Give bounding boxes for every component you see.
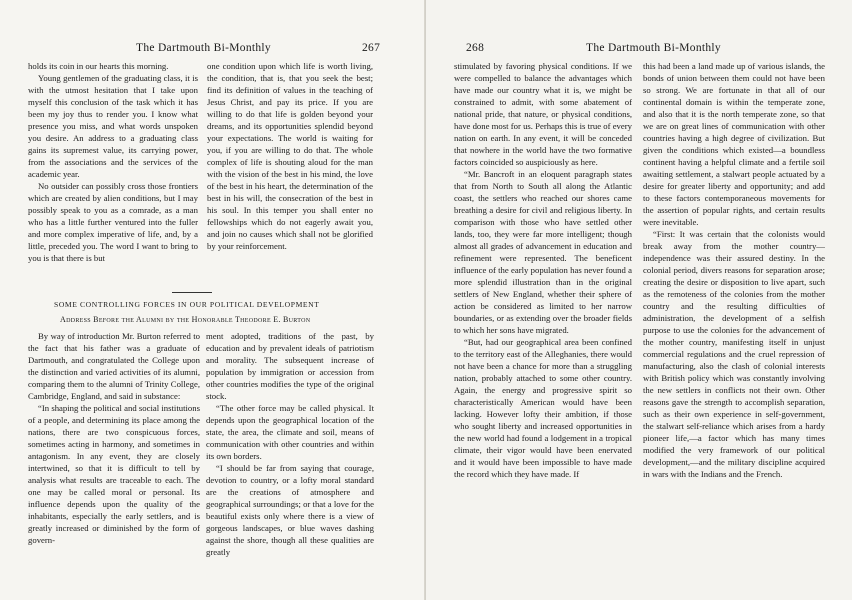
paragraph: one condition upon which life is worth living, the condition, that is, that you seek the best; find its definition of values in the teaching of Jesus Christ, and pay its price. If you are willing to do that life is golden beyond your dreams, and its opportunities splendid beyond your expectations. The world is waiting for you, if you are willing to do that. The whole complex of life is shouting aloud for the man with the vision of the best in his mind, the love of the best in his heart, the determination of the best in his will, the consecration of the best in his soul. In this temper you shall enter no fellowships which do not eagerly await you, and join no causes which shall not be glorified by your reinforcement. (207, 61, 373, 251)
left-column-3 (28, 330, 200, 582)
right-column-2 (643, 60, 825, 592)
right-running-title: The Dartmouth Bi-Monthly (586, 42, 721, 54)
paragraph: this had been a land made up of various islands, the bonds of union between them could not have been so strong. We are fortunate in that all of our continental domain is within the temperate zone, and also that it is the north temperate zone, so that we are on great lines of communication with other countries having a high degree of civilization. But given the conditions which existed—a boundless continent having a helpful climate and a fertile soil awaiting settlement, a stalwart people actuated by a desire for greater liberty and opportunity; and add to these factors contemporaneous movements for the assertion of popular rights, and certain results were inevitable. (643, 61, 825, 227)
left-running-title: The Dartmouth Bi-Monthly (136, 42, 271, 54)
paragraph: “First: It was certain that the colonists would break away from the mother country—independence was their assured destiny. In the colonial period, divers reasons for separation arose; creating the desire or disposition to live apart, such as the remoteness of the colonies from the mother country and the resulting difficulties of administration, the development of a selfish purpose to use the colonies for the advancement of the mother country, manifesting itself in unjust commercial regulations and the cruel repression of manufacturing, also the clash of colonial interests with British policy which was constantly involving the new settlers in conflicts not their own. Other reasons gave the strength to accomplish separation, such as their own experience in self-government, the stalwart self-reliance which arises from a hardy pioneer life,—a factor which has many times modified the very framework of our political development,—and the military discipline acquired in wars with the Indians and the French. (643, 229, 825, 479)
paragraph: “The other force may be called physical. It depends upon the geographical location of the state, the area, the climate and soil, means of communication with other countries and within its own borders. (206, 403, 374, 461)
paragraph: stimulated by favoring physical conditions. If we were compelled to balance the advantages which have made our country what it is, we might be constrained to admit, with some abatement of national pride, that nature, or physical conditions, have done most for us. Perhaps this is true of every nation on earth. In any event, it will be conceded that nowhere in the world have the two formative factors coincided so auspiciously as here. (454, 61, 632, 167)
paragraph: ment adopted, traditions of the past, by education and by prevalent ideals of patriotism and morality. The subsequent increase of population by immigration or accession from other countries modifies the type of the original stock. (206, 331, 374, 401)
paragraph: No outsider can possibly cross those frontiers which are created by alien conditions, but I may possibly speak to you as a comrade, as a man who has a little further ventured into the fuller and more complex imperative of life, and, by a little, preceded you. The word I want to bring to you is that there is but (28, 181, 198, 263)
section-subtitle: Address Before the Alumni by the Honorable Theodore E. Burton (60, 315, 311, 324)
paragraph: By way of introduction Mr. Burton referred to the fact that his father was a graduate of Dartmouth, and congratulated the College upon the distinction and varied activities of its alumni, comparing them to the alumni of Trinity College, Cambridge, England, and said in substance: (28, 331, 200, 401)
left-page-number: 267 (362, 42, 381, 54)
right-page-number: 268 (466, 42, 485, 54)
paragraph: Young gentlemen of the graduating class, it is with the utmost hesitation that I take upon myself this conclusion of the task which it has been my joy thus to render you. I know what presence you miss, and what words unspoken you desire. An address to a graduating class gains its supremest value, its carrying power, from the associations and the services of the academic year. (28, 73, 198, 179)
paragraph: “I should be far from saying that courage, devotion to country, or a lofty moral standard are the creations of atmosphere and geographical surroundings; or that a love for the beautiful exists only where there is a view of gorgeous landscapes, or blue waves dashing against the shore, though all these qualities are greatly (206, 463, 374, 557)
left-column-2 (207, 60, 373, 292)
section-title: SOME CONTROLLING FORCES IN OUR POLITICAL DEVELOPMENT (54, 300, 320, 309)
left-column-4 (206, 330, 374, 582)
section-divider (172, 292, 212, 293)
paragraph: “But, had our geographical area been confined to the territory east of the Alleghanies, there would not have been a chance for more than a struggling nation, probably attached to some other country. Again, the energy and progressive spirit so characteristically American would have been lacking. However lofty their ambition, if those who sought liberty and increased opportunities in the new world had found a lodgement in a tropical climate, their vigor would have been enervated and it would have been impossible to have made the record which they have made. If (454, 337, 632, 479)
paragraph: “In shaping the political and social institutions of a people, and determining its place among the nations, there are two conspicuous forces, sometimes acting in harmony, and sometimes in antagonism. In any event, they are closely intertwined, so that it is difficult to tell by analysis what results are traceable to each. The one may be called moral or personal. Its influence depends upon the quality of the inhabitants, especially the early settlers, and is greatly increased or diminished by the form of govern- (28, 403, 200, 545)
left-column-1 (28, 60, 198, 292)
right-column-1 (454, 60, 632, 592)
right-page (426, 0, 852, 600)
paragraph: holds its coin in our hearts this morning. (28, 61, 169, 71)
paragraph: “Mr. Bancroft in an eloquent paragraph states that from North to South all along the Atlantic coast, the settlers who reached our shores came breathing a desire for civil and religious liberty. In comparison with those who have settled other lands, too, they were far more intelligent; though almost all grades of advancement in education and refinement were represented. The beneficent influence of the early population has never found a more splendid illustration than in the original settlers of New England, whether their sphere of action be considered as limited to her narrow boundaries, or as extending over the broader fields to which her sons have migrated. (454, 169, 632, 335)
